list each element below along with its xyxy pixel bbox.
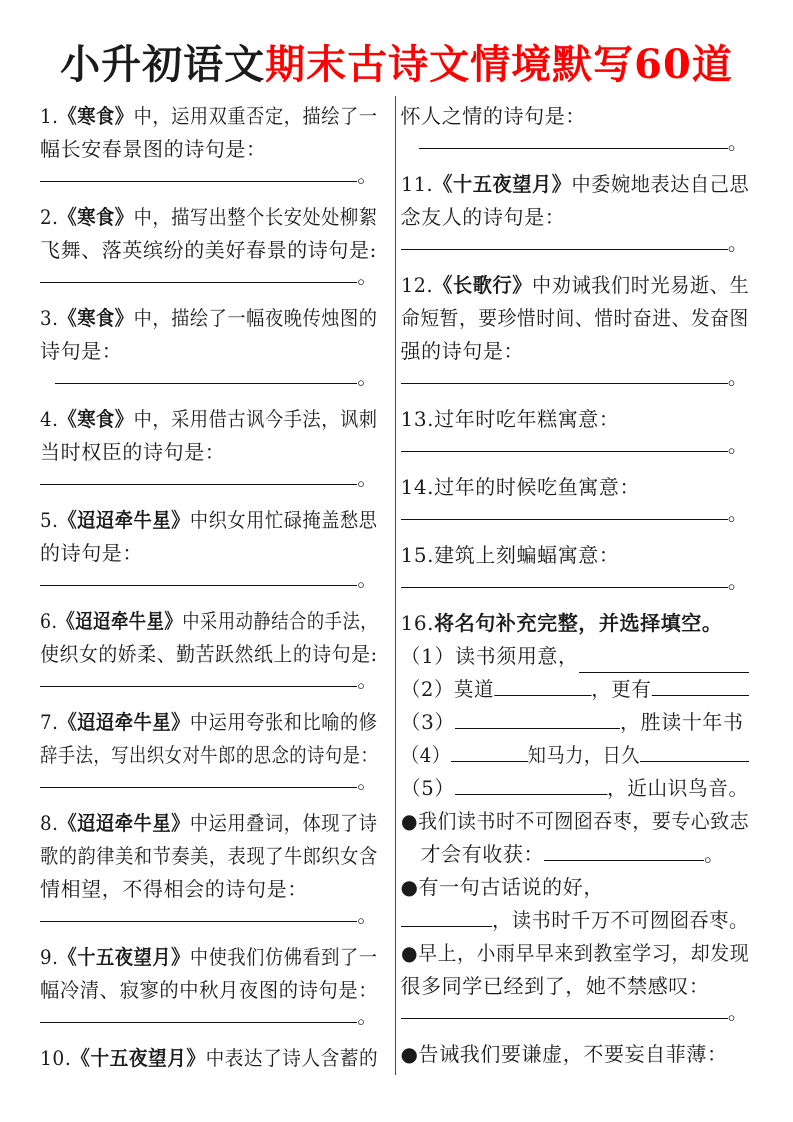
answer-underline	[55, 383, 357, 384]
text-line	[401, 1038, 749, 1071]
question-text: 的诗句是：	[40, 541, 143, 565]
question-item	[400, 471, 749, 525]
question-item	[40, 201, 378, 288]
text-line	[401, 403, 749, 436]
text-line	[40, 133, 378, 166]
question-item	[400, 269, 749, 389]
text-line	[40, 403, 378, 436]
answer-line	[40, 668, 378, 692]
answer-line	[401, 365, 749, 389]
text-line	[400, 302, 749, 335]
answer-underline	[40, 1022, 357, 1023]
book-title-bold: 《长歌行》	[432, 273, 532, 297]
answer-line	[401, 231, 749, 255]
text-line	[40, 739, 379, 772]
question-text: 飞舞、落英缤纷的美好春景的诗句是:	[40, 238, 377, 262]
question-text: 。	[727, 231, 749, 255]
question-text: 怀人之情的诗句是：	[400, 104, 586, 128]
answer-line	[401, 1000, 749, 1024]
book-title-bold: 《寒食》	[58, 306, 134, 330]
question-item	[401, 1038, 749, 1071]
question-text: 中，运用双重否定，描绘了一	[133, 104, 378, 128]
question-text: 辞手法，写出织女对牛郎的思念的诗句是：	[40, 743, 379, 767]
question-text: ●有一句古话说的好，	[400, 875, 604, 899]
answer-underline	[40, 484, 357, 485]
text-line	[401, 673, 739, 706]
question-text: 歌的韵律美和节奏美，表现了牛郎织女含	[40, 844, 378, 868]
question-text: 10.	[40, 1046, 72, 1070]
text-line	[40, 974, 379, 1007]
question-text: 。	[357, 567, 378, 591]
answer-underline	[40, 787, 357, 788]
text-line	[400, 168, 749, 201]
question-text: 4.	[40, 407, 59, 431]
question-text: ，胜读十年书	[620, 710, 744, 734]
question-item	[401, 805, 749, 871]
text-line	[40, 201, 378, 234]
question-text: 中表达了诗人含蓄的	[205, 1046, 379, 1070]
question-item	[400, 539, 749, 593]
answer-underline	[40, 585, 357, 586]
question-text: 。	[357, 903, 378, 927]
text-line	[401, 739, 717, 772]
question-text: 中，描绘了一幅夜晚传烛图的	[133, 306, 378, 330]
text-line	[401, 970, 749, 1003]
fill-in-blank	[450, 761, 527, 762]
answer-line	[40, 264, 378, 288]
text-line	[401, 335, 749, 368]
question-item	[400, 168, 749, 255]
question-text: 。	[727, 569, 749, 593]
text-line	[400, 805, 749, 838]
question-text: （1）读书须用意，	[400, 644, 579, 668]
question-text: 。	[357, 668, 378, 692]
question-text: 念友人的诗句是：	[400, 205, 566, 229]
answer-underline	[40, 181, 357, 182]
answer-line	[401, 130, 749, 154]
text-line	[40, 335, 378, 368]
question-text: 。	[357, 769, 378, 793]
question-text: ，近山识鸟音。	[606, 776, 749, 800]
question-text: 。	[357, 163, 378, 187]
question-text: 。	[357, 264, 378, 288]
text-line	[40, 807, 378, 840]
text-line	[400, 937, 749, 970]
title-red-part: 期末古诗文情境默写60道	[265, 41, 733, 88]
question-text: 当时权臣的诗句是：	[40, 440, 226, 464]
text-line	[40, 234, 378, 267]
answer-underline	[401, 451, 728, 452]
fill-in-blank	[454, 794, 606, 795]
question-text: 情相望，不得相会的诗句是：	[40, 877, 308, 901]
text-line	[401, 640, 749, 673]
question-text: 8.	[40, 811, 59, 835]
answer-line	[40, 769, 378, 793]
answer-underline	[40, 921, 357, 922]
question-item	[401, 607, 749, 805]
question-item	[40, 302, 378, 389]
question-text: ●早上，小雨早早来到教室学习，却发现	[400, 941, 749, 965]
answer-line	[40, 903, 378, 927]
question-item	[40, 100, 378, 187]
column-divider	[395, 96, 396, 1075]
question-text: 13.过年时吃年糕寓意：	[400, 407, 620, 431]
right-column	[401, 96, 749, 1075]
question-text: 命短暂，要珍惜时间、惜时奋进、发奋图	[400, 306, 749, 330]
question-text: 3.	[40, 306, 59, 330]
question-text: 。	[727, 501, 749, 525]
fill-in-blank	[544, 860, 704, 861]
text-line	[401, 838, 749, 871]
question-text: 中织女用忙碌掩盖愁思	[189, 508, 378, 532]
text-line	[401, 201, 749, 234]
text-line	[40, 436, 378, 469]
question-text: 。	[357, 365, 378, 389]
text-line	[40, 537, 378, 570]
question-item	[400, 100, 749, 154]
title-black-part: 小升初语文	[60, 41, 266, 88]
question-text: 强的诗句是：	[400, 339, 525, 363]
answer-underline	[401, 249, 728, 250]
question-text: 很多同学已经到了，她不禁感叹：	[400, 974, 710, 998]
book-title-bold: 《迢迢牵牛星》	[58, 508, 190, 532]
question-text: （3）	[400, 710, 456, 734]
question-text: 1.	[40, 104, 59, 128]
question-text: ●我们读书时不可囫囵吞枣，要专心致志	[400, 809, 749, 833]
question-text: 中采用动静结合的手法，	[182, 609, 379, 633]
text-line	[40, 638, 378, 671]
answer-underline	[401, 383, 728, 384]
question-item	[40, 941, 379, 1028]
question-text: 16.	[400, 611, 435, 635]
question-text: 幅冷清、寂寥的中秋月夜图的诗句是：	[40, 978, 379, 1002]
answer-line	[40, 163, 378, 187]
question-item	[40, 605, 379, 692]
question-item	[401, 871, 749, 937]
text-line	[40, 504, 378, 537]
text-line	[40, 1042, 379, 1075]
question-text: 中，描写出整个长安处处柳絮	[133, 205, 378, 229]
question-text: （4）	[400, 743, 451, 767]
question-text: 。	[727, 130, 749, 154]
question-text: 。	[704, 842, 725, 866]
question-text: 。	[357, 466, 378, 490]
text-line	[40, 605, 379, 638]
question-text: 中，采用借古讽今手法，讽刺	[133, 407, 378, 431]
question-text: ●告诫我们要谦虚，不要妄自菲薄：	[400, 1042, 728, 1066]
question-text: 中使我们仿佛看到了一	[189, 945, 378, 969]
answer-line	[40, 466, 378, 490]
answer-line	[40, 1004, 378, 1028]
text-line	[400, 772, 749, 805]
answer-line	[401, 501, 749, 525]
text-line	[400, 269, 749, 302]
question-item	[40, 504, 378, 591]
question-text: 中运用叠词，体现了诗	[189, 811, 378, 835]
question-text: 。	[727, 433, 749, 457]
two-column-body	[0, 96, 793, 1075]
question-text: ，更有	[590, 677, 651, 701]
fill-in-blank	[640, 761, 749, 762]
fill-in-blank	[455, 728, 620, 729]
question-text: 。	[727, 1000, 749, 1024]
book-title-bold: 《寒食》	[58, 205, 134, 229]
answer-underline	[419, 148, 728, 149]
text-line	[401, 100, 749, 133]
question-text: 才会有收获：	[420, 842, 545, 866]
fill-in-blank	[494, 695, 591, 696]
question-text: 中运用夸张和比喻的修	[189, 710, 378, 734]
question-text: 诗句是：	[40, 339, 123, 363]
fill-in-blank	[651, 695, 748, 696]
question-item	[400, 937, 749, 1024]
book-title-bold: 《十五夜望月》	[71, 1046, 206, 1070]
text-line	[40, 100, 378, 133]
question-text: 5.	[40, 508, 59, 532]
text-line	[40, 941, 378, 974]
question-item	[40, 1042, 378, 1075]
book-title-bold: 《寒食》	[58, 104, 134, 128]
question-text: 2.	[40, 205, 59, 229]
text-line	[401, 607, 749, 640]
page-title	[0, 0, 793, 92]
answer-underline	[40, 686, 357, 687]
book-title-bold: 将名句补充完整，并选择填空。	[434, 611, 723, 635]
text-line	[401, 871, 749, 904]
book-title-bold: 《十五夜望月》	[58, 945, 190, 969]
text-line	[401, 706, 749, 739]
question-text: 。	[727, 365, 749, 389]
question-item	[400, 403, 749, 457]
text-line	[40, 873, 378, 906]
question-text: ，读书时千万不可囫囵吞枣。	[491, 908, 749, 932]
text-line	[40, 840, 378, 873]
question-text: 中劝诫我们时光易逝、生	[531, 273, 749, 297]
text-line	[401, 471, 749, 504]
question-text: 14.过年的时候吃鱼寓意：	[400, 475, 641, 499]
question-item	[40, 807, 378, 927]
text-line	[401, 904, 749, 937]
answer-line	[401, 433, 749, 457]
question-text: 。	[357, 1004, 378, 1028]
answer-line	[401, 569, 749, 593]
book-title-bold: 《迢迢牵牛星》	[58, 811, 190, 835]
question-text: 知马力，日久	[527, 743, 640, 767]
question-item	[40, 706, 379, 793]
answer-line	[40, 365, 378, 389]
question-text: 11.	[400, 172, 433, 196]
question-text: （2）莫道	[400, 677, 494, 701]
question-text: 幅长安春景图的诗句是：	[40, 137, 267, 161]
book-title-bold: 《十五夜望月》	[432, 172, 571, 196]
question-text: 使织女的娇柔、勤苦跃然纸上的诗句是:	[40, 642, 378, 666]
question-text: 7.	[40, 710, 59, 734]
book-title-bold: 《寒食》	[58, 407, 134, 431]
answer-underline	[401, 519, 728, 520]
question-text: 6.	[40, 609, 58, 633]
book-title-bold: 《迢迢牵牛星》	[58, 710, 190, 734]
question-item	[40, 403, 378, 490]
text-line	[40, 706, 378, 739]
question-text: 中委婉地表达自己思	[570, 172, 749, 196]
fill-in-blank	[401, 926, 492, 927]
question-text: 9.	[40, 945, 59, 969]
book-title-bold: 《迢迢牵牛星》	[57, 609, 183, 633]
left-column	[40, 96, 378, 1075]
question-text: 12.	[400, 273, 433, 297]
text-line	[40, 302, 378, 335]
question-text: 15.建筑上刻蝙蝠寓意：	[400, 543, 620, 567]
answer-underline	[401, 1018, 728, 1019]
question-text: （5）	[400, 776, 455, 800]
text-line	[401, 539, 749, 572]
answer-line	[40, 567, 378, 591]
answer-underline	[40, 282, 357, 283]
answer-underline	[401, 587, 728, 588]
